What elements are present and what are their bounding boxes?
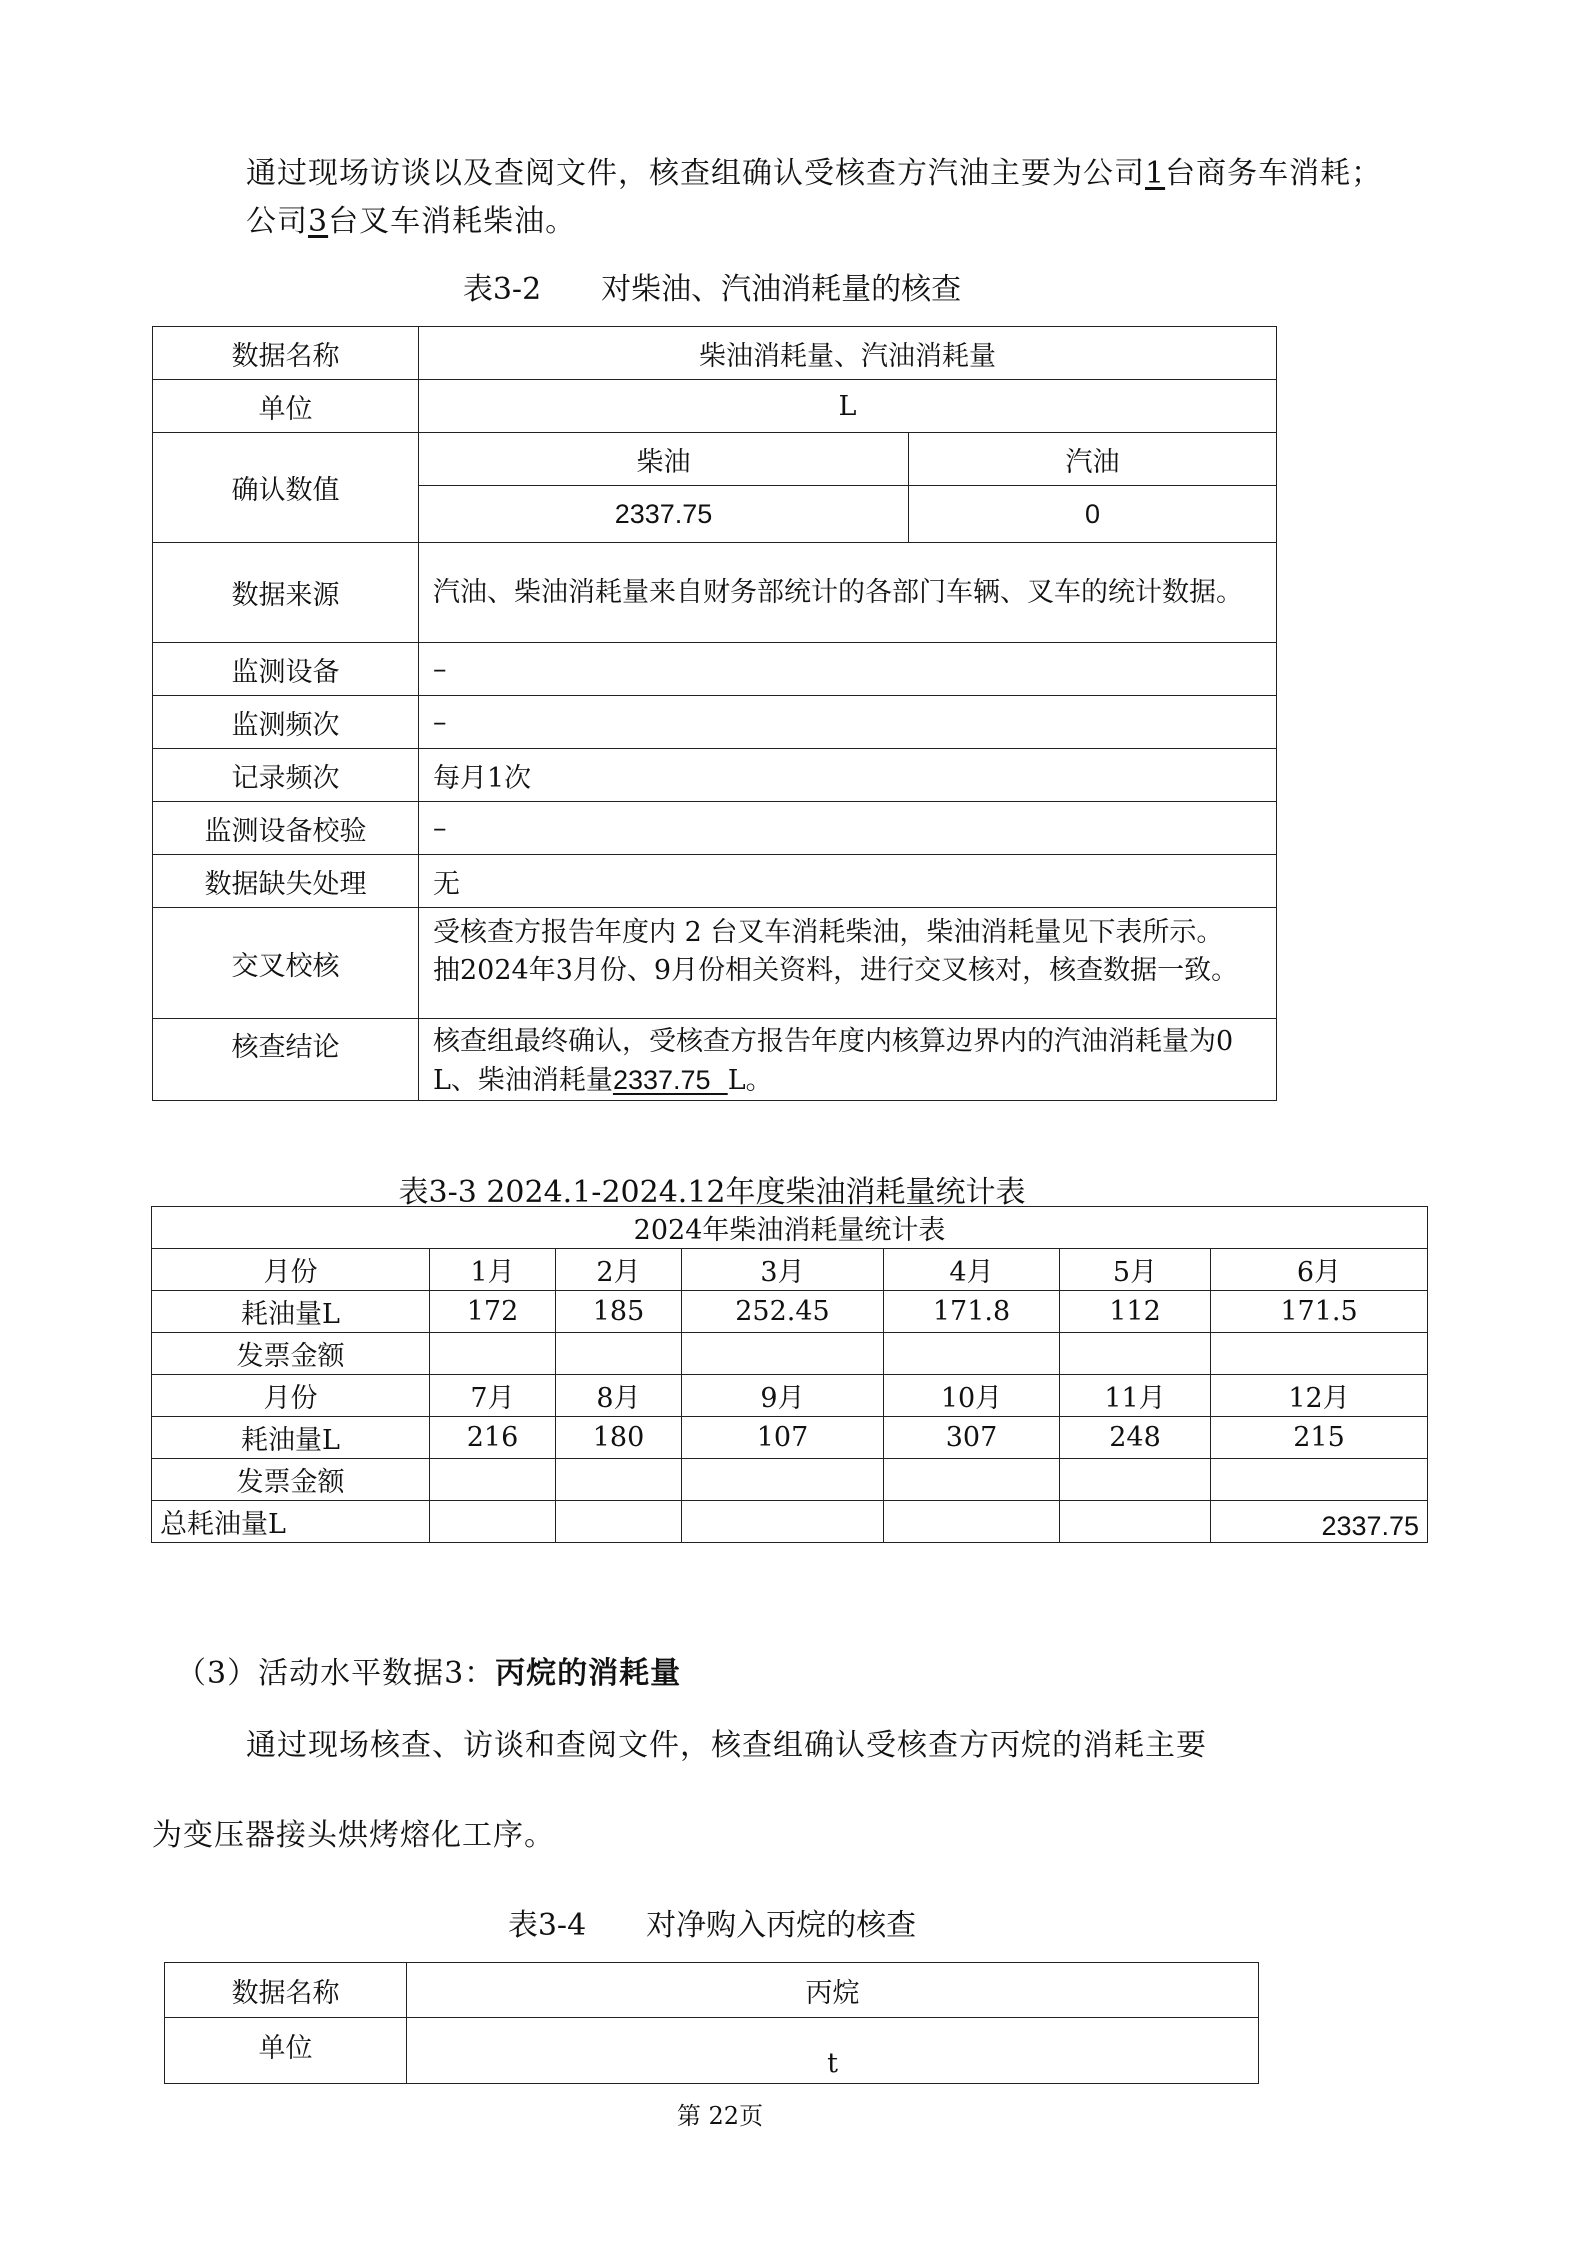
column-header: 柴油 (419, 433, 909, 486)
table-row (153, 643, 1277, 696)
invoice-cell (430, 1459, 556, 1501)
invoice-cell (682, 1459, 884, 1501)
usage-cell: 185 (556, 1291, 682, 1333)
row-value: – (419, 802, 1277, 855)
total-cell (556, 1501, 682, 1543)
month-cell: 12月 (1211, 1375, 1428, 1417)
table-3-4 (164, 1962, 1259, 2084)
invoice-cell (1060, 1459, 1211, 1501)
month-cell: 6月 (1211, 1249, 1428, 1291)
row-label: 记录频次 (153, 749, 419, 802)
total-cell (682, 1501, 884, 1543)
table-row (153, 908, 1277, 1019)
table-row (153, 327, 1277, 380)
row-value: 无 (419, 855, 1277, 908)
intro-number: 1 (1145, 156, 1166, 191)
table-3-2 (152, 326, 1277, 1101)
total-cell (884, 1501, 1060, 1543)
row-label: 单位 (153, 380, 419, 433)
intro-line-2 (246, 198, 1446, 246)
row-label: 发票金额 (152, 1459, 430, 1501)
invoice-cell (430, 1333, 556, 1375)
invoice-cell (682, 1333, 884, 1375)
table-row (165, 2018, 1259, 2084)
row-label: 交叉校核 (153, 908, 419, 1019)
section-heading-bold: 丙烷的消耗量 (495, 1656, 682, 1691)
section-heading (176, 1650, 1376, 1698)
row-value: – (419, 643, 1277, 696)
row-label: 监测频次 (153, 696, 419, 749)
row-label: 数据名称 (153, 327, 419, 380)
usage-cell: 215 (1211, 1417, 1428, 1459)
month-cell: 1月 (430, 1249, 556, 1291)
invoice-cell (1211, 1459, 1428, 1501)
table-3-3 (151, 1206, 1428, 1543)
column-header: 汽油 (909, 433, 1277, 486)
usage-cell: 180 (556, 1417, 682, 1459)
row-label: 耗油量L (152, 1417, 430, 1459)
section-heading-text: （3）活动水平数据3： (176, 1656, 496, 1691)
intro-text: 台叉车消耗柴油。 (328, 204, 577, 239)
conclusion-text: L。 (727, 1065, 773, 1096)
conclusion-line: 核查组最终确认，受核查方报告年度内核算边界内的汽油消耗量为0 (433, 1026, 1234, 1057)
row-label: 单位 (165, 2018, 407, 2084)
table-row (152, 1249, 1428, 1291)
usage-cell: 171.8 (884, 1291, 1060, 1333)
table-row (153, 543, 1277, 643)
usage-cell: 216 (430, 1417, 556, 1459)
row-label: 月份 (152, 1375, 430, 1417)
month-cell: 3月 (682, 1249, 884, 1291)
total-cell (430, 1501, 556, 1543)
table-row (153, 380, 1277, 433)
table-row (152, 1375, 1428, 1417)
section-paragraph-line-1: 通过现场核查、访谈和查阅文件，核查组确认受核查方丙烷的消耗主要 (246, 1728, 1207, 1763)
month-cell: 9月 (682, 1375, 884, 1417)
usage-cell: 172 (430, 1291, 556, 1333)
table-row (152, 1333, 1428, 1375)
row-label: 监测设备 (153, 643, 419, 696)
conclusion-text: L、柴油消耗量 (433, 1065, 613, 1096)
usage-cell: 112 (1060, 1291, 1211, 1333)
invoice-cell (1060, 1333, 1211, 1375)
row-value: – (419, 696, 1277, 749)
month-cell: 8月 (556, 1375, 682, 1417)
row-label: 数据来源 (153, 543, 419, 643)
invoice-cell (1211, 1333, 1428, 1375)
total-value: 2337.75 (1211, 1501, 1428, 1543)
row-label: 数据缺失处理 (153, 855, 419, 908)
invoice-cell (556, 1333, 682, 1375)
usage-cell: 252.45 (682, 1291, 884, 1333)
row-label: 月份 (152, 1249, 430, 1291)
row-value: 丙烷 (407, 1963, 1259, 2018)
table-row (153, 749, 1277, 802)
row-value: t (407, 2018, 1259, 2084)
month-cell: 11月 (1060, 1375, 1211, 1417)
table-row (152, 1459, 1428, 1501)
row-label: 核查结论 (153, 1019, 419, 1101)
row-label: 确认数值 (153, 433, 419, 543)
row-value (419, 908, 1277, 1019)
row-value: 每月1次 (419, 749, 1277, 802)
row-value: L (419, 380, 1277, 433)
table-row (153, 1019, 1277, 1101)
cross-check-line: 抽2024年3月份、9月份相关资料，进行交叉核对，核查数据一致。 (433, 955, 1239, 986)
table-row (153, 696, 1277, 749)
month-cell: 2月 (556, 1249, 682, 1291)
intro-text: 台商务车消耗； (1165, 156, 1383, 191)
table-row (152, 1207, 1428, 1249)
table-row (152, 1417, 1428, 1459)
row-label: 发票金额 (152, 1333, 430, 1375)
row-value (419, 1019, 1277, 1101)
table-row (153, 433, 1277, 486)
invoice-cell (556, 1459, 682, 1501)
table-3-2-caption: 表3-2 对柴油、汽油消耗量的核查 (462, 272, 962, 307)
month-cell: 10月 (884, 1375, 1060, 1417)
month-cell: 4月 (884, 1249, 1060, 1291)
page-number: 第 22页 (676, 2102, 764, 2130)
table-row (153, 855, 1277, 908)
intro-number: 3 (308, 204, 329, 239)
table-row (152, 1501, 1428, 1543)
section-paragraph-line-2: 为变压器接头烘烤熔化工序。 (152, 1818, 555, 1853)
table-row (152, 1291, 1428, 1333)
month-cell: 5月 (1060, 1249, 1211, 1291)
usage-cell: 248 (1060, 1417, 1211, 1459)
row-value: 汽油、柴油消耗量来自财务部统计的各部门车辆、叉车的统计数据。 (419, 543, 1277, 643)
diesel-value: 2337.75 (419, 486, 909, 543)
row-label: 耗油量L (152, 1291, 430, 1333)
table-title: 2024年柴油消耗量统计表 (152, 1207, 1428, 1249)
row-value: 柴油消耗量、汽油消耗量 (419, 327, 1277, 380)
invoice-cell (884, 1459, 1060, 1501)
month-cell: 7月 (430, 1375, 556, 1417)
row-label: 监测设备校验 (153, 802, 419, 855)
gasoline-value: 0 (909, 486, 1277, 543)
usage-cell: 171.5 (1211, 1291, 1428, 1333)
table-row (165, 1963, 1259, 2018)
intro-text: 公司 (246, 204, 308, 239)
table-3-4-caption: 表3-4 对净购入丙烷的核查 (507, 1908, 917, 1943)
cross-check-line: 受核查方报告年度内 2 台叉车消耗柴油，柴油消耗量见下表所示。 (433, 917, 1224, 948)
table-3-3-caption: 表3-3 2024.1-2024.12年度柴油消耗量统计表 (398, 1175, 1026, 1210)
conclusion-number: 2337.75 (612, 1065, 711, 1095)
invoice-cell (884, 1333, 1060, 1375)
table-row (153, 802, 1277, 855)
conclusion-line (433, 1061, 1262, 1100)
row-label: 总耗油量L (152, 1501, 430, 1543)
intro-text: 通过现场访谈以及查阅文件，核查组确认受核查方汽油主要为公司 (246, 156, 1145, 191)
total-cell (1060, 1501, 1211, 1543)
usage-cell: 307 (884, 1417, 1060, 1459)
intro-line-1 (246, 150, 1446, 198)
row-label: 数据名称 (165, 1963, 407, 2018)
usage-cell: 107 (682, 1417, 884, 1459)
